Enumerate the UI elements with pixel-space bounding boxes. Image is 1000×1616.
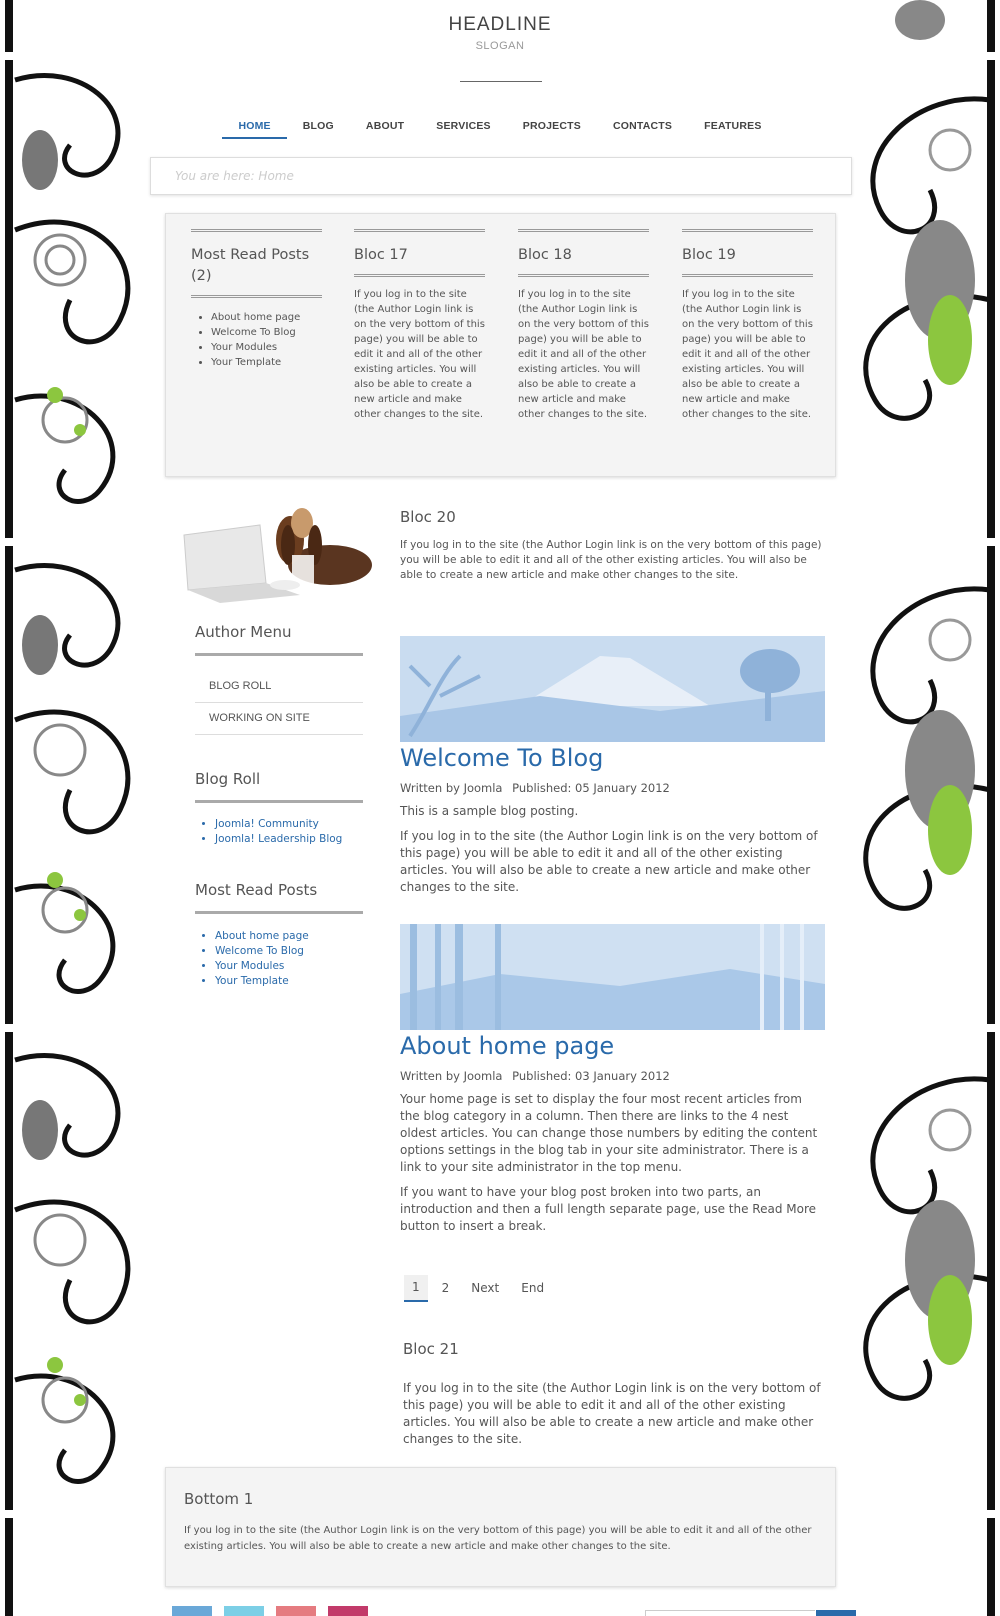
bottom1-module (165, 1467, 836, 1587)
article-welcome-to-blog (400, 636, 825, 896)
article-paragraph: If you log in to the site (the Author Login link is on the very bottom of this page) you will be able to edit it and all of the other existing articles. You will also be able to create a new article and make other changes to the site. (400, 829, 818, 894)
page-1-link[interactable]: 1 (404, 1275, 428, 1302)
most-read-link[interactable]: • About home page (215, 929, 363, 944)
nav-features[interactable]: FEATURES (704, 120, 762, 132)
article-date: Published: 05 January 2012 (512, 781, 670, 795)
site-header (150, 14, 850, 52)
most-read-list (191, 310, 322, 370)
left-swirl-decoration (0, 0, 170, 1616)
bloc17-text: If you log in to the site (the Author Login link is on the very bottom of this page) you will be able to edit it and all of the other existing articles. You will also be able to create a new article and make other changes to the site. (354, 289, 485, 420)
bloc21-text: If you log in to the site (the Author Login link is on the very bottom of this page) you will be able to edit it and all of the other existing articles. You will also be able to create a new article and make other changes to the site. (403, 1381, 821, 1446)
mountain-banner-image (400, 636, 825, 742)
author-menu-title: Author Menu (195, 623, 363, 656)
bottom1-title: Bottom 1 (184, 1490, 254, 1508)
most-read-module (191, 229, 322, 370)
article-author: Written by Joomla (400, 1069, 503, 1083)
author-menu-blog-roll[interactable]: BLOG ROLL (195, 671, 363, 703)
header-divider (460, 81, 542, 82)
most-read-link[interactable]: • Your Template (215, 974, 363, 989)
nav-home[interactable]: HOME (222, 120, 286, 139)
article-date: Published: 03 January 2012 (512, 1069, 670, 1083)
most-read-title: Most Read Posts (2) (191, 245, 322, 298)
nav-projects[interactable]: PROJECTS (522, 120, 581, 132)
bloc20-title: Bloc 20 (400, 508, 456, 526)
nav-contacts[interactable]: CONTACTS (612, 120, 673, 132)
bloc20-module (400, 508, 825, 583)
pagination (404, 1275, 558, 1302)
article-author: Written by Joomla (400, 781, 503, 795)
article-about-home-page (400, 924, 825, 1235)
nav-about[interactable]: ABOUT (365, 120, 405, 132)
article-meta (400, 1069, 825, 1083)
social-icon[interactable] (224, 1606, 264, 1616)
blog-roll-list (195, 817, 363, 847)
footer-search-button[interactable] (816, 1610, 856, 1616)
most-read-link[interactable]: • Your Modules (215, 959, 363, 974)
article-paragraph: Your home page is set to display the four most recent articles from the blog category in a column. Then there are links to the 4 nest oldest articles. You can change those numbers by editing the content options settings in the blog tab in your site administrator. There is a link to your site administrator in the top menu. (400, 1092, 818, 1174)
list-item[interactable]: • Your Modules (211, 340, 322, 355)
nav-services[interactable]: SERVICES (436, 120, 491, 132)
most-read-link[interactable]: • Welcome To Blog (215, 944, 363, 959)
bloc21-title: Bloc 21 (403, 1340, 459, 1358)
page-2-link[interactable]: 2 (441, 1281, 450, 1295)
article-title[interactable]: Welcome To Blog (400, 744, 604, 772)
article-meta (400, 781, 825, 795)
bloc17-title: Bloc 17 (354, 245, 485, 277)
right-swirl-decoration (830, 0, 1000, 1616)
dog-laptop-image (180, 495, 380, 605)
list-item[interactable]: • About home page (211, 310, 322, 325)
bloc18-module (518, 229, 649, 422)
footer-search-input[interactable] (645, 1610, 815, 1616)
main-nav (200, 120, 800, 139)
bloc20-text: If you log in to the site (the Author Login link is on the very bottom of this page) you will be able to edit it and all of the other existing articles. You will also be able to create a new article and make other changes to the site. (400, 539, 822, 581)
site-title[interactable]: HEADLINE (448, 14, 552, 35)
bloc19-module (682, 229, 813, 422)
bloc21-module (403, 1340, 828, 1448)
social-icon[interactable] (172, 1606, 212, 1616)
article-title[interactable]: About home page (400, 1032, 615, 1060)
bamboo-banner-image (400, 924, 825, 1030)
bloc18-text: If you log in to the site (the Author Login link is on the very bottom of this page) you will be able to edit it and all of the other existing articles. You will also be able to create a new article and make other changes to the site. (518, 289, 649, 420)
nav-blog[interactable]: BLOG (302, 120, 334, 132)
bloc19-text: If you log in to the site (the Author Login link is on the very bottom of this page) you will be able to edit it and all of the other existing articles. You will also be able to create a new article and make other changes to the site. (682, 289, 813, 420)
author-menu-working-on-site[interactable]: WORKING ON SITE (195, 703, 363, 735)
next-page-link[interactable]: Next (471, 1281, 500, 1295)
list-item[interactable]: • Welcome To Blog (211, 325, 322, 340)
breadcrumb: You are here: Home (150, 157, 852, 195)
blog-roll-link[interactable]: • Joomla! Leadership Blog (215, 832, 363, 847)
article-paragraph: This is a sample blog posting. (400, 804, 579, 818)
bloc18-title: Bloc 18 (518, 245, 649, 277)
bloc19-title: Bloc 19 (682, 245, 813, 277)
sidebar-most-read-title: Most Read Posts (195, 881, 363, 914)
list-item[interactable]: • Your Template (211, 355, 322, 370)
author-menu (195, 671, 363, 735)
site-slogan: SLOGAN (475, 40, 525, 52)
social-icon[interactable] (328, 1606, 368, 1616)
end-page-link[interactable]: End (521, 1281, 545, 1295)
article-paragraph: If you want to have your blog post broken into two parts, an introduction and then a full length separate page, use the Read More button to insert a break. (400, 1185, 816, 1233)
blog-roll-title: Blog Roll (195, 770, 363, 803)
social-icon[interactable] (276, 1606, 316, 1616)
sidebar-most-read-list (195, 929, 363, 989)
bloc17-module (354, 229, 485, 422)
bottom1-text: If you log in to the site (the Author Login link is on the very bottom of this page) you will be able to edit it and all of the other existing articles. You will also be able to create a new article and make other changes to the site. (184, 1525, 812, 1552)
top-modules-panel (165, 213, 836, 477)
blog-roll-link[interactable]: • Joomla! Community (215, 817, 363, 832)
